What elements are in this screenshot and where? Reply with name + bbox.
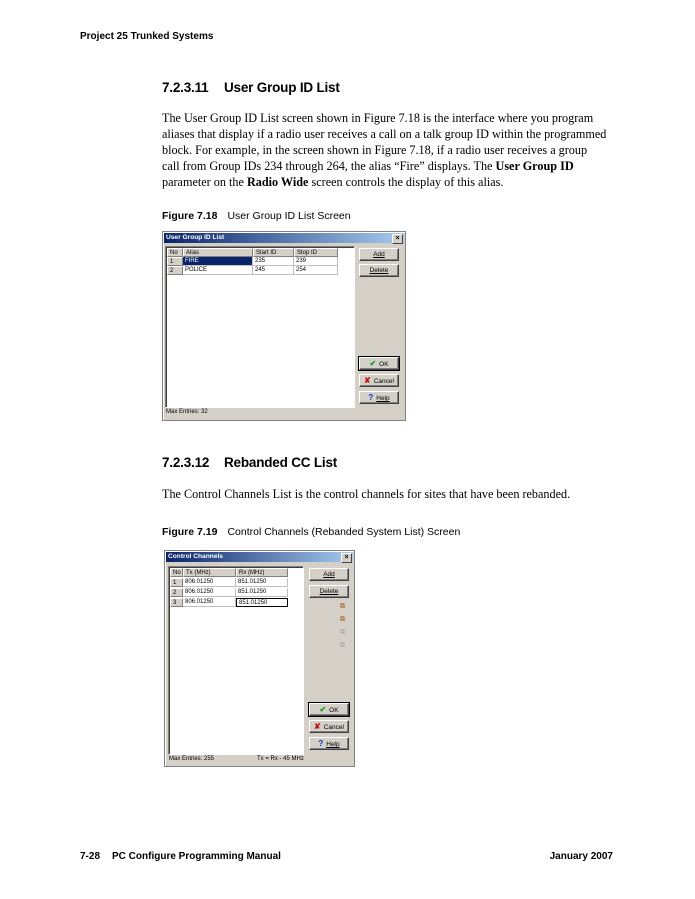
para-text: parameter on the (162, 175, 247, 189)
stop-id-cell[interactable]: 254 (294, 266, 338, 275)
cancel-x-icon: ✘ (364, 376, 371, 385)
cancel-button-label: Cancel (323, 724, 344, 731)
manual-title: PC Configure Programming Manual (112, 851, 281, 862)
add-button-label: Add (373, 251, 385, 258)
figure-caption-7-18 (162, 210, 351, 222)
running-header: Project 25 Trunked Systems (80, 31, 214, 42)
section1-paragraph (162, 110, 622, 190)
page-number: 7-28 (80, 851, 101, 862)
control-channels-dialog (164, 550, 355, 767)
question-mark-icon: ? (368, 393, 374, 402)
section-number: 7.2.3.12 (162, 455, 210, 470)
rx-cell[interactable]: 851.01250 (236, 588, 288, 597)
column-header-rx[interactable]: Rx (MHz) (236, 568, 288, 577)
section2-paragraph: The Control Channels List is the control channels for sites that have been rebanded. (162, 487, 571, 501)
rx-cell[interactable]: 851.01250 (236, 578, 288, 587)
row-number: 2 (167, 266, 183, 275)
help-button[interactable] (359, 391, 399, 404)
dialog-titlebar (164, 233, 404, 243)
ok-button[interactable] (359, 357, 399, 370)
dialog-title: User Group ID List (166, 234, 225, 241)
dialog-title: Control Channels (168, 553, 223, 560)
ok-button-label: OK (379, 361, 389, 368)
para-text: screen controls the display of this alias. (308, 175, 504, 189)
column-header-start-id[interactable]: Start ID (253, 248, 294, 257)
start-id-cell[interactable]: 245 (253, 266, 294, 275)
stop-id-cell[interactable]: 239 (294, 257, 338, 266)
cancel-x-icon: ✘ (314, 722, 321, 731)
row-number: 2 (170, 588, 183, 597)
delete-button[interactable] (309, 585, 349, 598)
footer-left (80, 851, 281, 862)
section-title: User Group ID List (224, 80, 340, 95)
cancel-button[interactable] (359, 374, 399, 387)
checkmark-icon: ✔ (369, 359, 377, 368)
alias-cell[interactable]: POLICE (183, 266, 253, 275)
checkmark-icon: ✔ (319, 705, 327, 714)
alias-cell[interactable]: FIRE (183, 257, 253, 266)
help-button-label: Help (376, 395, 390, 402)
figure-caption-text: User Group ID List Screen (227, 210, 351, 222)
para-text: call from Group IDs 234 through 264, the alias “Fire” displays. The (162, 159, 496, 173)
user-group-id-list-dialog (162, 231, 406, 421)
close-button[interactable]: × (341, 553, 352, 563)
row-number: 3 (170, 598, 183, 607)
delete-button-label: Delete (319, 588, 339, 595)
para-bold-term: Radio Wide (246, 175, 309, 189)
section-title: Rebanded CC List (224, 455, 338, 470)
paste-icon[interactable]: ⧉ (340, 616, 345, 623)
add-button[interactable] (359, 248, 399, 261)
section-number: 7.2.3.11 (162, 80, 209, 95)
tx-cell[interactable]: 806.01250 (183, 578, 236, 587)
figure-number: Figure 7.18 (162, 210, 218, 222)
column-header-no[interactable]: No (170, 568, 183, 577)
rx-cell-editing[interactable]: 851.01250 (236, 598, 288, 607)
delete-button[interactable] (359, 264, 399, 277)
question-mark-icon: ? (318, 739, 324, 748)
column-header-no[interactable]: No (167, 248, 183, 257)
para-line: block. For example, in the screen shown in Figure 7.18, if a radio user receives a group (162, 143, 588, 157)
para-line: The User Group ID List screen shown in Figure 7.18 is the interface where you program (162, 111, 594, 125)
para-bold-term: User Group ID (495, 159, 574, 173)
para-line: aliases that display if a radio user receives a call on a talk group ID within the programmed (162, 127, 607, 141)
figure-caption-text: Control Channels (Rebanded System List) Screen (227, 526, 461, 538)
section-heading-rebanded-cc-list (162, 455, 337, 470)
close-button[interactable]: × (392, 234, 403, 244)
user-group-grid[interactable] (165, 246, 355, 408)
para-line (162, 174, 622, 190)
cancel-button-label: Cancel (373, 378, 394, 385)
section-heading-user-group-id-list (162, 80, 340, 95)
cancel-button[interactable] (309, 720, 349, 733)
ok-button-label: OK (329, 707, 339, 714)
column-header-tx[interactable]: Tx (MHz) (183, 568, 236, 577)
footer-date: January 2007 (549, 851, 613, 862)
tx-rx-formula: Tx = Rx - 45 MHz (257, 756, 304, 762)
add-button-label: Add (323, 571, 335, 578)
move-up-icon[interactable]: ⧉ (340, 629, 345, 636)
max-entries-status: Max Entries: 255 (169, 756, 215, 762)
help-button[interactable] (309, 737, 349, 750)
tx-cell[interactable]: 806.01250 (183, 598, 236, 607)
para-line (162, 158, 622, 174)
add-button[interactable] (309, 568, 349, 581)
delete-button-label: Delete (369, 267, 389, 274)
start-id-cell[interactable]: 235 (253, 257, 294, 266)
column-header-stop-id[interactable]: Stop ID (294, 248, 338, 257)
help-button-label: Help (326, 741, 340, 748)
row-number: 1 (170, 578, 183, 587)
figure-caption-7-19 (162, 526, 460, 538)
dialog-titlebar (166, 552, 353, 562)
move-down-icon[interactable]: ⧉ (340, 642, 345, 649)
row-number: 1 (167, 257, 183, 266)
ok-button[interactable] (309, 703, 349, 716)
control-channels-grid[interactable] (168, 566, 304, 755)
copy-icon[interactable]: ⧉ (340, 603, 345, 610)
max-entries-status: Max Entries: 32 (166, 409, 208, 415)
column-header-alias[interactable]: Alias (183, 248, 253, 257)
tx-cell[interactable]: 806.01250 (183, 588, 236, 597)
figure-number: Figure 7.19 (162, 526, 218, 538)
